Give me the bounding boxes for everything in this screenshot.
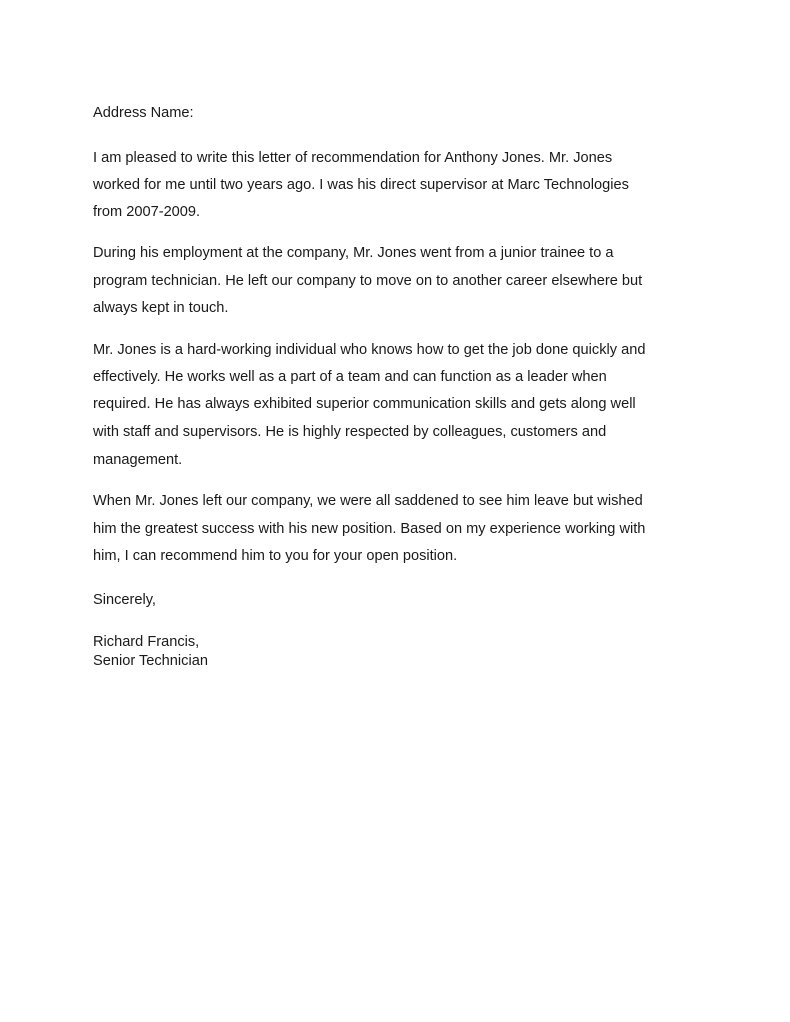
paragraph-line: management. — [93, 452, 183, 468]
paragraph-line: worked for me until two years ago. I was his direct supervisor at Marc Technologies — [93, 177, 629, 193]
paragraph-line: always kept in touch. — [93, 300, 229, 316]
closing: Sincerely, — [93, 592, 156, 608]
paragraph-line: effectively. He works well as a part of a team and can function as a leader when — [93, 369, 607, 385]
paragraph-line: him the greatest success with his new position. Based on my experience working with — [93, 521, 646, 537]
paragraph-line: with staff and supervisors. He is highly respected by colleagues, customers and — [93, 424, 607, 440]
signature-title: Senior Technician — [93, 653, 208, 669]
paragraph-line: from 2007-2009. — [93, 204, 201, 220]
paragraph-line: When Mr. Jones left our company, we were all saddened to see him leave but wished — [93, 493, 643, 509]
paragraph-line: During his employment at the company, Mr. Jones went from a junior trainee to a — [93, 245, 614, 261]
paragraph-line: required. He has always exhibited superior communication skills and gets along well — [93, 396, 636, 412]
salutation: Address Name: — [93, 105, 194, 121]
paragraph-line: him, I can recommend him to you for your open position. — [93, 548, 458, 564]
paragraph-line: I am pleased to write this letter of recommendation for Anthony Jones. Mr. Jones — [93, 150, 613, 166]
signature-name: Richard Francis, — [93, 634, 200, 650]
paragraph-line: program technician. He left our company to move on to another career elsewhere but — [93, 273, 643, 289]
paragraph-line: Mr. Jones is a hard-working individual who knows how to get the job done quickly and — [93, 342, 646, 358]
